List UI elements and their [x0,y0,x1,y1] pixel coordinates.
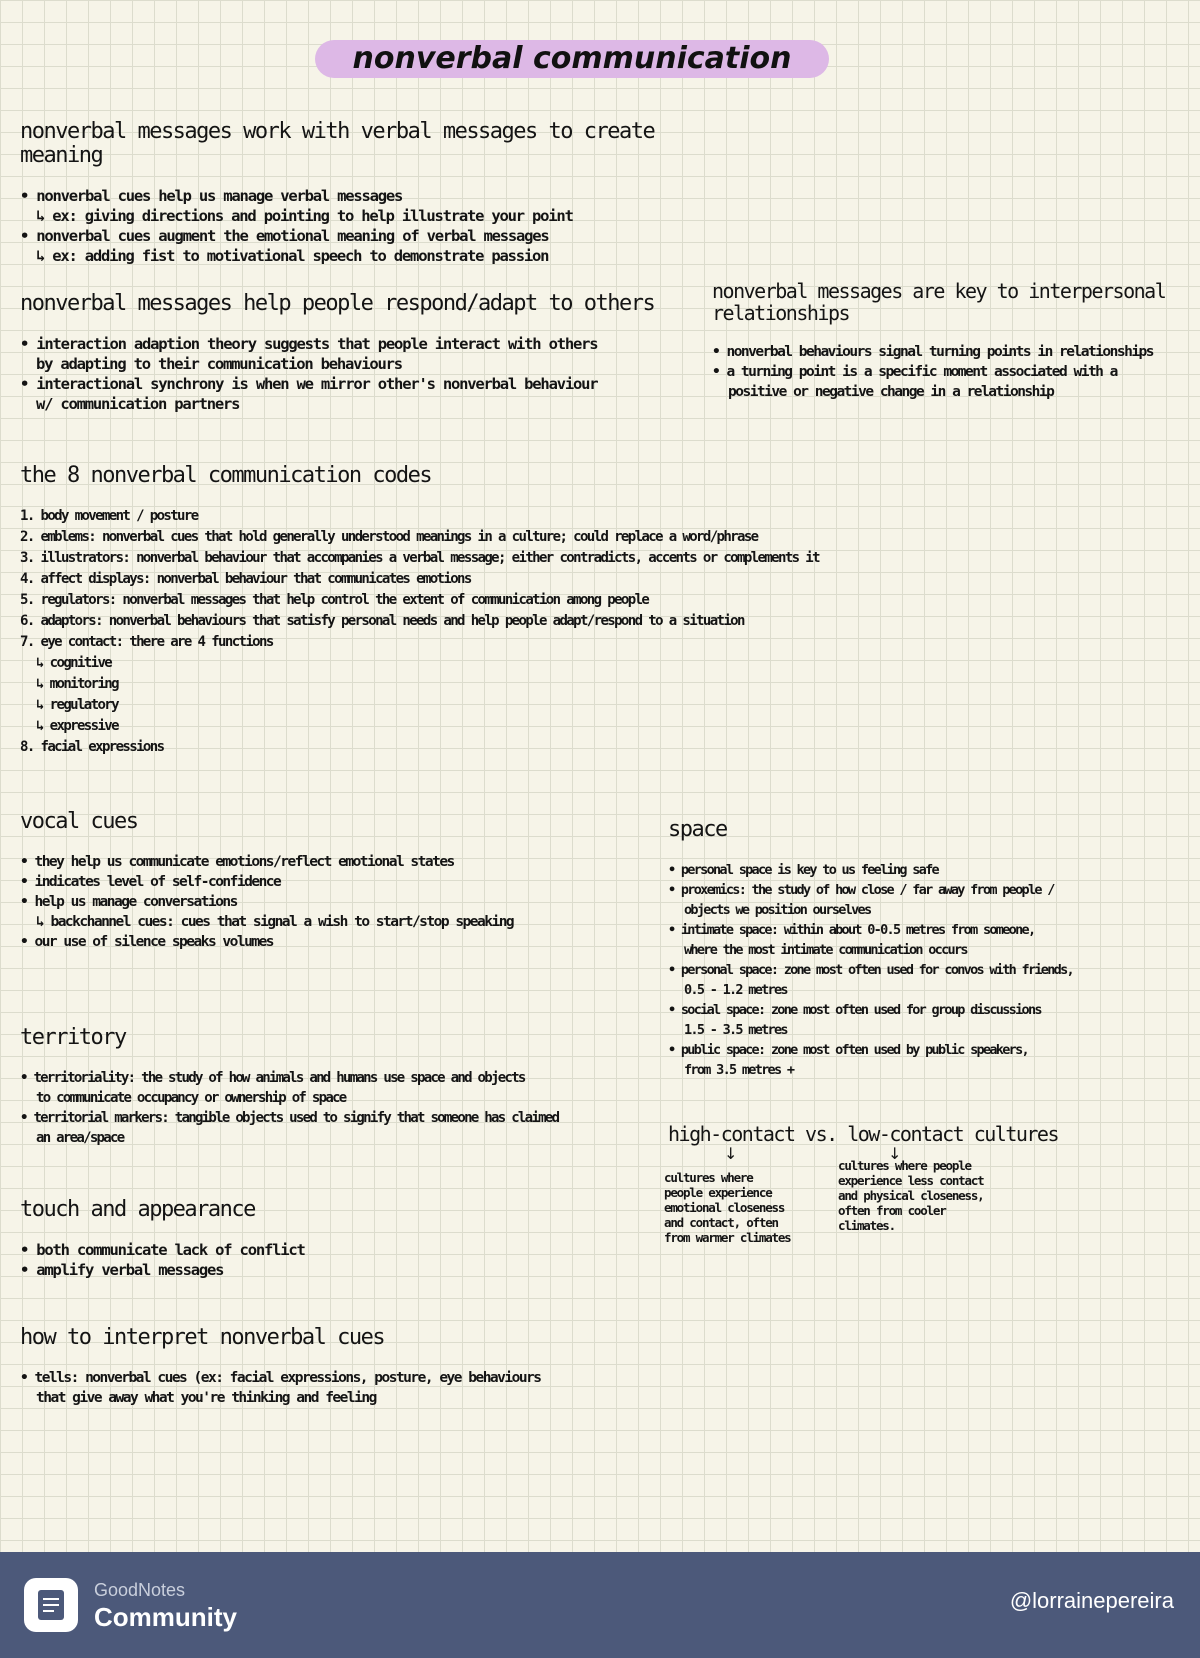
bullet-line: • they help us communicate emotions/reflect emotional states [20,854,454,870]
section-heading: vocal cues [20,809,138,834]
section-relationships [712,280,1192,402]
bullet-line: 0.5 - 1.2 metres [684,982,787,998]
section-vocal-cues [20,810,660,952]
bullet-line: • interactional synchrony is when we mirror other's nonverbal behaviour [20,375,598,393]
list-item: ↳ cognitive [36,655,112,671]
bullet-line: where the most intimate communication occurs [684,942,967,958]
brand-name: GoodNotes [94,1580,186,1600]
author-handle[interactable]: @lorrainepereira [1009,1588,1174,1613]
bullet-line: from 3.5 metres + [684,1062,794,1078]
bullet-line: an area/space [36,1130,124,1146]
bullet-line: • personal space is key to us feeling safe [668,862,938,878]
brand-community: Community [94,1602,237,1632]
text-line: cultures where people [838,1158,971,1173]
list-item: 6. adaptors: nonverbal behaviours that satisfy personal needs and help people adapt/respond to a situation [20,613,744,629]
bullet-line: positive or negative change in a relationship [728,384,1054,400]
bullet-line: • intimate space: within about 0-0.5 metres from someone, [668,922,1035,938]
bullet-line: • public space: zone most often used by public speakers, [668,1042,1028,1058]
bullet-line: • help us manage conversations [20,894,237,910]
section-heading: nonverbal messages are key to interpersonal relationships [712,279,1166,325]
section-territory [20,1026,660,1148]
list-item: ↳ expressive [36,718,118,734]
bullet-line: ↳ ex: giving directions and pointing to help illustrate your point [36,207,573,225]
bullet-line: to communicate occupancy or ownership of space [36,1090,346,1106]
section-interpret-cues [20,1326,640,1408]
bullet-line: that give away what you're thinking and feeling [36,1390,376,1406]
bullet-line: • interaction adaption theory suggests that people interact with others [20,335,598,353]
bullet-line: w/ communication partners [36,395,240,413]
footer-bar [0,1552,1200,1658]
bullet-line: • nonverbal behaviours signal turning points in relationships [712,344,1154,360]
section-respond-adapt [20,292,700,414]
goodnotes-logo-icon[interactable] [24,1578,78,1632]
list-item: 7. eye contact: there are 4 functions [20,634,273,650]
bullet-line: • personal space: zone most often used for convos with friends, [668,962,1073,978]
text-line: climates. [838,1218,895,1233]
section-heading: space [668,817,727,842]
bullet-line: • territoriality: the study of how animals and humans use space and objects [20,1070,525,1086]
section-heading: how to interpret nonverbal cues [20,1325,385,1350]
bullet-line: • social space: zone most often used for group discussions [668,1002,1041,1018]
bullet-line: 1.5 - 3.5 metres [684,1022,787,1038]
section-heading: high-contact vs. low-contact cultures [668,1122,1059,1146]
list-item: 1. body movement / posture [20,508,198,524]
bullet-line: • nonverbal cues augment the emotional meaning of verbal messages [20,227,549,245]
arrow-down-icon: ↓ [724,1144,738,1163]
text-line: people experience [664,1185,772,1200]
page-title: nonverbal communication [352,41,792,76]
section-heading: nonverbal messages help people respond/adapt to others [20,291,655,316]
low-contact-description [838,1158,1028,1233]
section-touch-appearance [20,1198,620,1280]
section-heading: touch and appearance [20,1197,255,1222]
text-line: experience less contact [838,1173,984,1188]
notebook-icon [38,1590,64,1620]
section-heading: the 8 nonverbal communication codes [20,463,432,488]
section-contact-cultures [664,1122,1188,1262]
bullet-line: • amplify verbal messages [20,1261,224,1279]
text-line: and contact, often [664,1215,778,1230]
bullet-line: • tells: nonverbal cues (ex: facial expressions, posture, eye behaviours [20,1370,541,1386]
list-item: ↳ monitoring [36,676,118,692]
list-item: ↳ regulatory [36,697,118,713]
bullet-line: ↳ backchannel cues: cues that signal a wish to start/stop speaking [36,914,514,930]
bullet-line: • both communicate lack of conflict [20,1241,305,1259]
bullet-line: • indicates level of self-confidence [20,874,281,890]
list-item: 4. affect displays: nonverbal behaviour that communicates emotions [20,571,471,587]
text-line: often from cooler [838,1203,946,1218]
text-line: from warmer climates [664,1230,791,1245]
text-line: emotional closeness [664,1200,785,1215]
section-space [668,818,1194,1080]
section-heading: nonverbal messages work with verbal messages to create meaning [20,119,655,168]
list-item: 2. emblems: nonverbal cues that hold generally understood meanings in a culture; could replace a word/phrase [20,529,758,545]
bullet-line: • a turning point is a specific moment associated with a [712,364,1117,380]
bullet-line: • nonverbal cues help us manage verbal messages [20,187,403,205]
bullet-line: • territorial markers: tangible objects used to signify that someone has claimed [20,1110,559,1126]
text-line: cultures where [664,1170,753,1185]
list-item: 8. facial expressions [20,739,164,755]
list-item: 3. illustrators: nonverbal behaviour that accompanies a verbal message; either contradicts, accents or complements it [20,550,819,566]
list-item: 5. regulators: nonverbal messages that help control the extent of communication among people [20,592,649,608]
bullet-line: ↳ ex: adding fist to motivational speech to demonstrate passion [36,247,549,265]
bullet-line: by adapting to their communication behaviours [36,355,402,373]
text-line: and physical closeness, [838,1188,984,1203]
section-eight-codes [20,464,1020,758]
bullet-line: objects we position ourselves [684,902,871,918]
high-contact-description [664,1170,834,1245]
title-highlight [315,40,829,78]
bullet-line: • proxemics: the study of how close / far away from people / [668,882,1054,898]
section-verbal-meaning [20,120,740,266]
bullet-line: • our use of silence speaks volumes [20,934,274,950]
section-heading: territory [20,1025,126,1050]
arrow-down-icon: ↓ [888,1144,902,1163]
